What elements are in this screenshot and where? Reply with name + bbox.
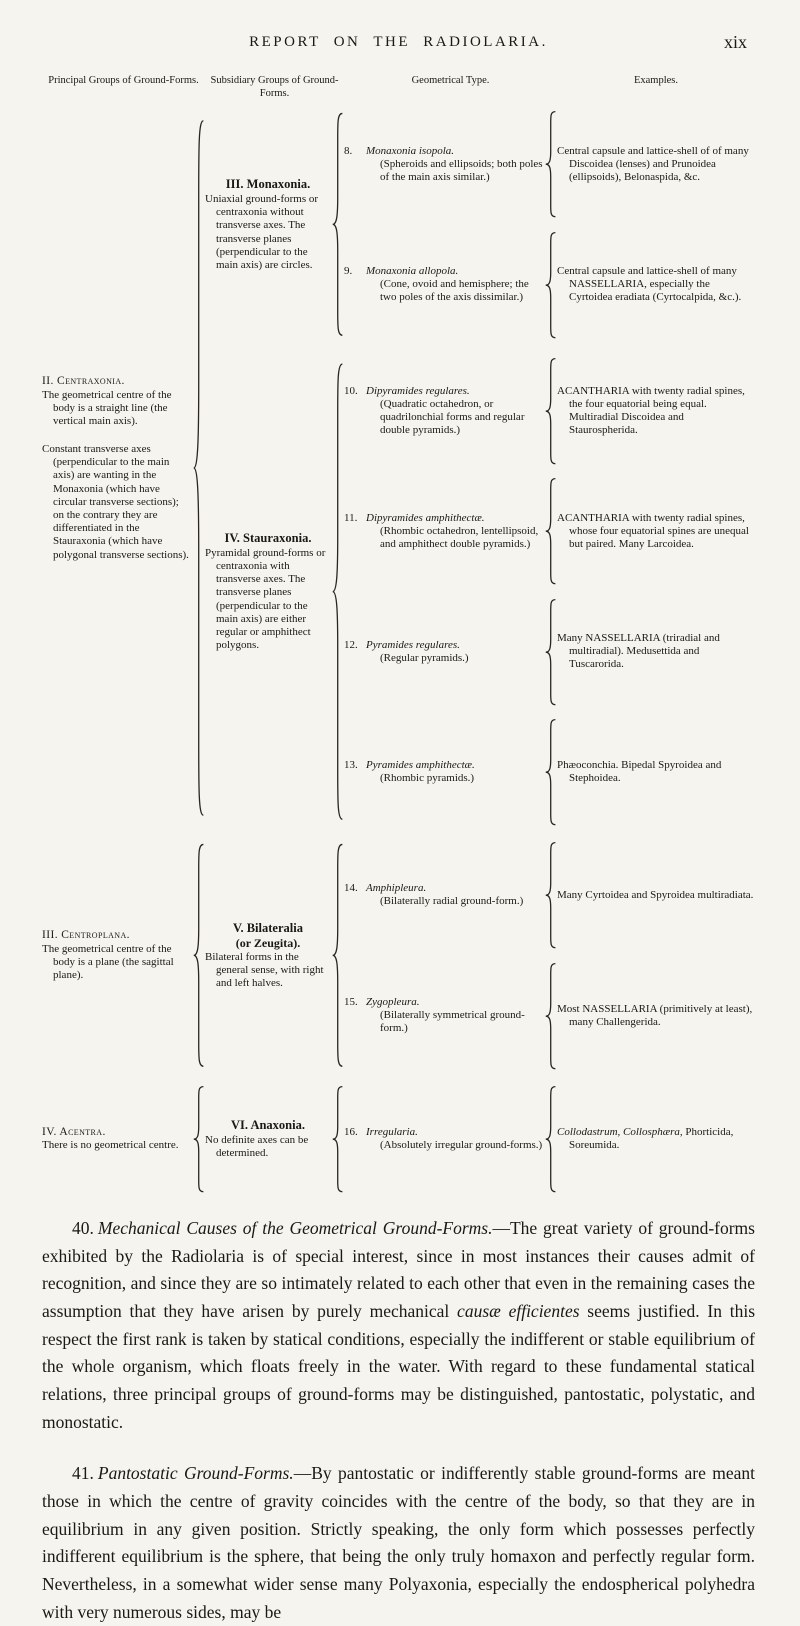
type-name: Irregularia. xyxy=(366,1125,418,1138)
example-cell xyxy=(557,632,755,672)
column-header-geometrical-type: Geometrical Type. xyxy=(411,75,490,86)
subsidiary-heading: III. Monaxonia. xyxy=(225,177,311,192)
example-cell xyxy=(557,385,755,438)
column-header-examples: Examples. xyxy=(633,75,679,86)
brace-icon xyxy=(544,477,557,585)
type-definition: (Quadratic octahedron, or quadrilonchial forms and regular double pyramids.) xyxy=(380,397,525,437)
paragraph-number: 40. xyxy=(72,1218,94,1239)
geometrical-type-cell xyxy=(344,759,544,785)
example-cell xyxy=(557,265,755,305)
type-number: 13. xyxy=(344,758,358,771)
type-list xyxy=(344,110,755,339)
principal-group-cell xyxy=(42,375,192,562)
type-row-8 xyxy=(344,110,755,218)
subsidiary-description: Uniaxial ground-forms or centraxonia without transverse axes. The transverse planes (perpendicular to the main axis) are circles. xyxy=(205,193,319,271)
paragraph-body: seems justified. In this respect the first rank is taken by statical conditions, especially the indifferent or stable equilibrium of the whole organism, which floats freely in the water. With regard to these fundamental statical relations, three principal groups of ground-forms may be distinguished, pantostatic, polystatic, and monostatic. xyxy=(42,1301,756,1432)
subsidiary-column xyxy=(205,841,755,1070)
example-text: Central capsule and lattice-shell of many NASSELLARIA, especially the Cyrtoidea eradiata (Cyrtocalpida, &c.). xyxy=(557,264,742,304)
example-text: Most NASSELLARIA (primitively at least), many Challengerida. xyxy=(557,1002,753,1028)
type-number: 9. xyxy=(344,264,353,277)
type-name: Zygopleura. xyxy=(366,995,420,1008)
type-number: 14. xyxy=(344,882,358,895)
type-number: 10. xyxy=(344,384,358,397)
example-cell xyxy=(557,512,755,552)
type-definition: (Bilaterally radial ground-form.) xyxy=(380,895,524,908)
geometrical-type-cell xyxy=(344,512,544,552)
brace-icon xyxy=(544,110,557,218)
geometrical-type-cell xyxy=(344,145,544,185)
type-row-10 xyxy=(344,357,755,465)
paragraph-body: —By pantostatic or indifferently stable ground-forms are meant those in which the centre of gravity coincides with the centre of the body, so that they are in equilibrium in any given position. Strictly speaking, the only form which possesses perfectly indifferent equilibrium is the sphere, that being the only truly homaxon and perfectly regular form. Nevertheless, in a somewhat wider sense many Polyaxonia, especially the endospherical polyhedra with very numerous sides, may be xyxy=(42,1463,756,1622)
paragraph-number: 41. xyxy=(72,1463,94,1484)
brace-icon xyxy=(544,231,557,339)
brace-icon xyxy=(192,1085,205,1193)
paragraph-40 xyxy=(42,1215,755,1436)
type-row-13 xyxy=(344,718,755,826)
column-header-subsidiary-groups: Subsidiary Groups of Ground-Forms. xyxy=(210,75,339,100)
principal-heading: III. Centroplana. xyxy=(42,928,130,941)
brace-icon xyxy=(544,598,557,706)
example-cell xyxy=(557,889,755,902)
type-name: Monaxonia isopola. xyxy=(366,144,454,157)
brace-icon xyxy=(331,110,344,339)
paragraph-body: —The great variety of ground-forms exhibited by the Radiolaria is of special interest, since in most instances their causes admit of recognition, and since they are so intimately related to each other that even in the remaining cases the assumption that they have arisen by purely mechanical xyxy=(42,1218,755,1322)
principal-note: Constant transverse axes (perpendicular to the main axis) are wanting in the Monaxonia (which have circular transverse sections); on the contrary they are differentiated in the Stauraxonia (which have polygonal transverse sections). xyxy=(42,443,189,561)
geometrical-type-cell xyxy=(344,265,544,305)
table-group-centraxonia xyxy=(42,110,755,826)
geometrical-type-cell xyxy=(344,882,544,908)
ground-forms-table xyxy=(42,74,755,1193)
type-list xyxy=(344,357,755,826)
paragraph-title: Pantostatic Ground-Forms. xyxy=(97,1463,294,1484)
type-name: Amphipleura. xyxy=(366,882,427,895)
subsidiary-group-cell xyxy=(205,531,331,653)
subsidiary-description: No definite axes can be determined. xyxy=(205,1133,309,1160)
principal-heading: IV. Acentra. xyxy=(42,1125,106,1138)
principal-group-cell xyxy=(42,929,192,982)
type-name: Monaxonia allopola. xyxy=(366,264,459,277)
geometrical-type-cell xyxy=(344,385,544,438)
paragraph-41 xyxy=(42,1460,755,1626)
paragraph-title: Mechanical Causes of the Geometrical Ground-Forms. xyxy=(97,1218,493,1239)
example-text: Many Cyrtoidea and Spyroidea multiradiata. xyxy=(557,888,754,901)
brace-icon xyxy=(331,1085,344,1193)
example-cell xyxy=(557,1003,755,1029)
type-number: 16. xyxy=(344,1125,358,1138)
subgroup-stauraxonia xyxy=(205,357,755,826)
example-text: ACANTHARIA with twenty radial spines, whose four equatorial spines are unequal but paired. Many Larcoidea. xyxy=(557,511,749,550)
brace-icon xyxy=(331,357,344,826)
subsidiary-heading: IV. Stauraxonia. xyxy=(224,530,312,545)
brace-icon xyxy=(192,841,205,1070)
example-cell xyxy=(557,145,755,185)
column-header-principal-groups: Principal Groups of Ground-Forms. xyxy=(48,75,199,86)
type-definition: (Regular pyramids.) xyxy=(380,651,469,664)
example-text: Many NASSELLARIA (triradial and multiradial). Medusettida and Tuscarorida. xyxy=(557,631,720,671)
page-title: REPORT ON THE RADIOLARIA. xyxy=(249,34,548,50)
type-definition: (Absolutely irregular ground-forms.) xyxy=(380,1139,543,1152)
subgroup-anaxonia xyxy=(205,1085,755,1193)
principal-group-cell xyxy=(42,1126,192,1153)
type-row-9 xyxy=(344,231,755,339)
brace-icon xyxy=(192,110,205,826)
type-number: 8. xyxy=(344,144,353,157)
subsidiary-group-cell xyxy=(205,177,331,272)
geometrical-type-cell xyxy=(344,1126,544,1152)
type-name: Dipyramides regulares. xyxy=(366,384,470,397)
type-definition: (Rhombic octahedron, lentellipsoid, and amphithect double pyramids.) xyxy=(380,524,539,550)
subsidiary-column xyxy=(205,1085,755,1193)
example-text: Phæoconchia. Bipedal Spyroidea and Stephoidea. xyxy=(557,758,722,785)
type-row-12 xyxy=(344,598,755,706)
type-definition: (Cone, ovoid and hemisphere; the two poles of the axis dissimilar.) xyxy=(380,278,529,304)
subsidiary-column xyxy=(205,110,755,826)
type-list xyxy=(344,1085,755,1193)
table-group-acentra xyxy=(42,1085,755,1193)
subsidiary-heading: VI. Anaxonia. xyxy=(231,1117,305,1132)
type-definition: (Bilaterally symmetrical ground-form.) xyxy=(380,1009,525,1035)
brace-icon xyxy=(331,841,344,1070)
principal-description: The geometrical centre of the body is a straight line (the vertical main axis). xyxy=(42,388,172,427)
brace-icon xyxy=(544,718,557,826)
geometrical-type-cell xyxy=(344,996,544,1036)
type-list xyxy=(344,841,755,1070)
example-cell xyxy=(557,759,755,785)
example-italic: Collodastrum, Collosphæra, xyxy=(557,1125,683,1138)
running-head xyxy=(42,26,755,60)
type-row-11 xyxy=(344,477,755,585)
principal-description: There is no geometrical centre. xyxy=(42,1139,179,1152)
brace-icon xyxy=(544,1085,557,1193)
subsidiary-description: Pyramidal ground-forms or centraxonia with transverse axes. The transverse planes (perpendicular to the main axis) are either regular or amphithect polygons. xyxy=(205,546,326,652)
principal-description: The geometrical centre of the body is a plane (the sagittal plane). xyxy=(42,942,174,982)
geometrical-type-cell xyxy=(344,639,544,665)
type-name: Dipyramides amphithectæ. xyxy=(366,511,485,524)
example-text: ACANTHARIA with twenty radial spines, the four equatorial being equal. Multiradial Discoidea and Staurospherida. xyxy=(557,384,745,437)
type-number: 11. xyxy=(344,511,358,524)
principal-heading: II. Centraxonia. xyxy=(42,374,125,387)
example-text: Phorticida, Soreumida. xyxy=(569,1125,734,1152)
type-definition: (Spheroids and ellipsoids; both poles of the main axis similar.) xyxy=(380,157,543,183)
type-row-16 xyxy=(344,1085,755,1193)
type-name: Pyramides regulares. xyxy=(366,638,460,651)
body-text xyxy=(42,1215,755,1626)
type-name: Pyramides amphithectæ. xyxy=(366,758,475,771)
example-text: Central capsule and lattice-shell of of many Discoidea (lenses) and Prunoidea (ellipsoids), Belonaspida, &c. xyxy=(557,144,749,183)
brace-icon xyxy=(544,841,557,949)
table-column-headers xyxy=(42,74,755,100)
subsidiary-group-cell xyxy=(205,921,331,991)
type-number: 12. xyxy=(344,638,358,651)
subsidiary-heading: V. Bilateralia xyxy=(233,920,303,935)
brace-icon xyxy=(544,962,557,1070)
type-number: 15. xyxy=(344,995,358,1008)
example-cell xyxy=(557,1126,755,1152)
table-group-centroplana xyxy=(42,841,755,1070)
subsidiary-group-cell xyxy=(205,1118,331,1160)
type-definition: (Rhombic pyramids.) xyxy=(380,772,475,785)
type-row-14 xyxy=(344,841,755,949)
subsidiary-subheading: (or Zeugita). xyxy=(235,935,301,950)
paragraph-italic-phrase: causæ efficientes xyxy=(457,1301,580,1322)
type-row-15 xyxy=(344,962,755,1070)
page-number: xix xyxy=(723,32,747,52)
subgroup-monaxonia xyxy=(205,110,755,339)
subsidiary-description: Bilateral forms in the general sense, with right and left halves. xyxy=(205,950,324,990)
brace-icon xyxy=(544,357,557,465)
subgroup-bilateralia xyxy=(205,841,755,1070)
